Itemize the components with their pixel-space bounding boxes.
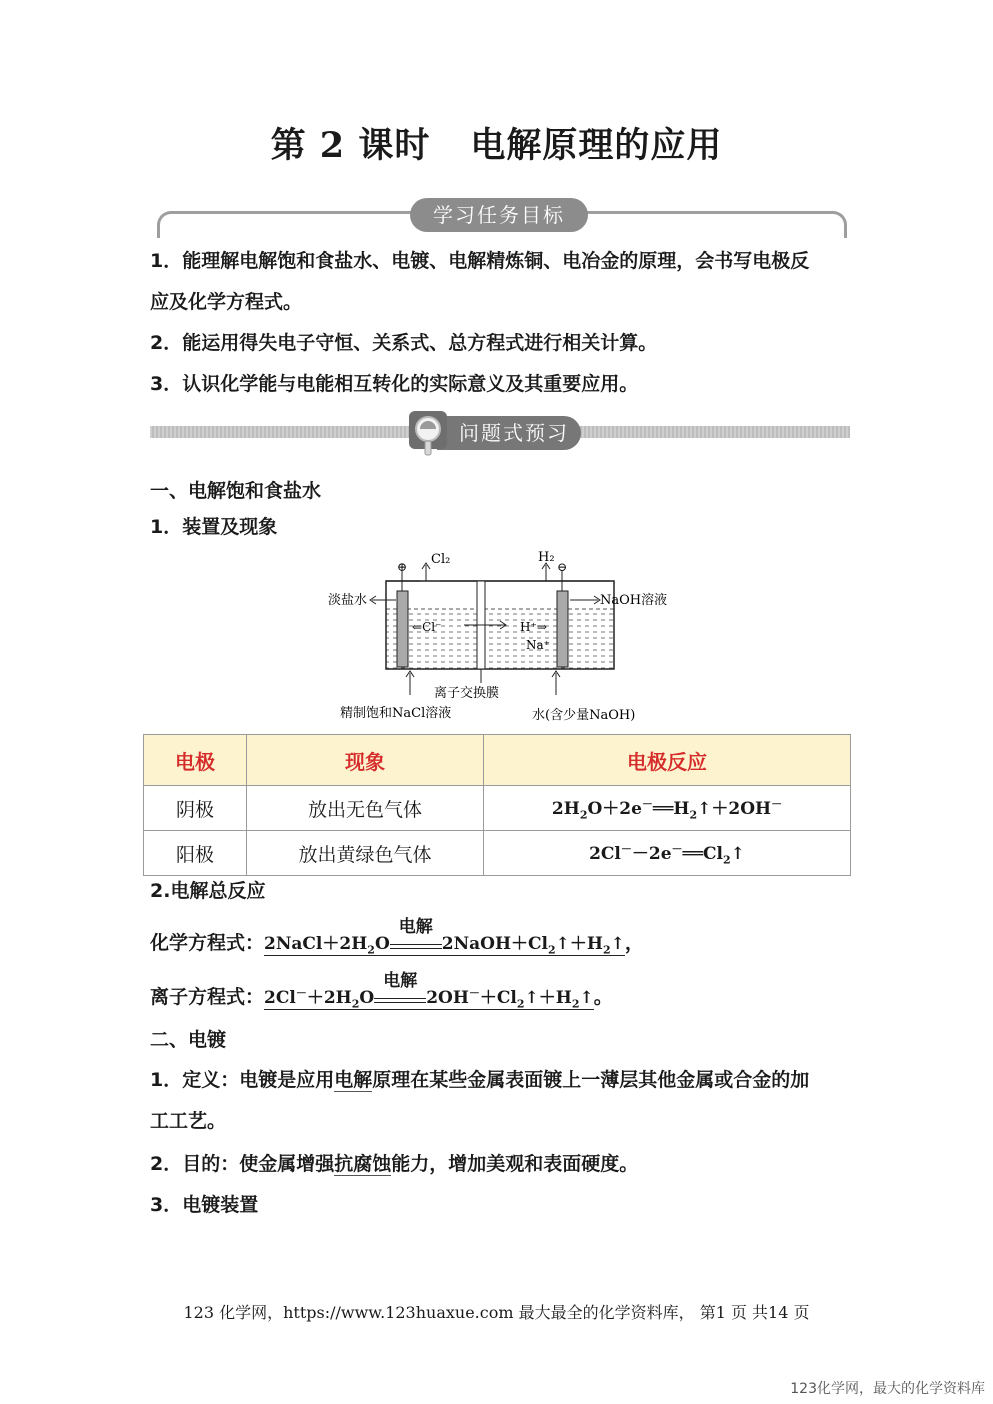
table-row (144, 831, 851, 876)
item-heading: 3．电镀装置 (150, 1194, 259, 1216)
preview-banner: 问题式预习 (437, 416, 581, 450)
hydrogen-ion-label: H⁺⇒ (520, 620, 547, 634)
membrane-label: 离子交换膜 (434, 686, 500, 701)
phenomenon-cell: 放出无色气体 (247, 786, 484, 831)
right-inlet-label: 水(含少量NaOH) (532, 708, 636, 723)
table-header-row (144, 735, 851, 786)
table-row (144, 786, 851, 831)
header-electrode: 电极 (144, 735, 247, 786)
section-heading: 二、电镀 (150, 1029, 227, 1051)
h2-label: H₂ (538, 550, 555, 565)
anode-sign: ⊕ (396, 560, 408, 574)
lesson-number: 第 2 课时 (270, 125, 431, 166)
cathode-electrode (557, 591, 568, 667)
purpose-blank: 抗腐蚀 (334, 1153, 392, 1175)
cathode-sign: ⊖ (556, 560, 568, 574)
electrolysis-cell-diagram (320, 545, 670, 725)
electrode-cell: 阴极 (144, 786, 247, 831)
definition-line-2: 工工艺。 (150, 1110, 227, 1132)
item-heading: 1．装置及现象 (150, 516, 278, 538)
right-outlet-label: NaOH溶液 (600, 593, 668, 608)
purpose-line: 2．目的：使金属增强抗腐蚀能力，增加美观和表面硬度。 (150, 1153, 639, 1175)
chemical-equation-line: 化学方程式：$2NaCl+2H_2O$ 电解 $2NaOH+Cl_2↑+H_2↑$， (150, 917, 644, 957)
page-title (0, 118, 993, 168)
chemical-equation-label: 化学方程式： (150, 932, 265, 954)
cl2-label: Cl₂ (431, 552, 451, 567)
solution-liquid (386, 609, 614, 669)
site-watermark: 123化学网，最大的化学资料库 (790, 1381, 985, 1397)
lesson-topic: 电解原理的应用 (470, 125, 723, 166)
anode-reaction: $2Cl^--2e^-══Cl_2↑$ (484, 831, 851, 876)
section-heading: 一、电解饱和食盐水 (150, 480, 322, 502)
ionic-equation-line: 离子方程式：$2Cl^-+2H_2O$ 电解 $2OH^-+Cl_2↑+H_2↑$。 (150, 971, 613, 1011)
electrolysis-condition: 电解 (390, 936, 442, 949)
definition-line: 1．定义：电镀是应用电解原理在某些金属表面镀上一薄层其他金属或合金的加 (150, 1069, 810, 1091)
definition-blank: 电解 (334, 1069, 373, 1091)
left-outlet-label: 淡盐水 (328, 593, 368, 608)
anode-electrode (397, 591, 408, 667)
objective-line: 1．能理解电解饱和食盐水、电镀、电解精炼铜、电冶金的原理，会书写电极反 (150, 250, 810, 272)
header-phenomenon: 现象 (247, 735, 484, 786)
objective-line: 应及化学方程式。 (150, 291, 303, 313)
objective-line: 2．能运用得失电子守恒、关系式、总方程式进行相关计算。 (150, 332, 658, 354)
electrode-cell: 阳极 (144, 831, 247, 876)
header-reaction: 电极反应 (484, 735, 851, 786)
electrode-table (143, 734, 851, 876)
left-inlet-label: 精制饱和NaCl溶液 (340, 706, 452, 721)
objective-line: 3．认识化学能与电能相互转化的实际意义及其重要应用。 (150, 373, 639, 395)
ionic-equation: $2Cl^-+2H_2O$ 电解 $2OH^-+Cl_2↑+H_2↑$ (264, 971, 594, 1011)
phenomenon-cell: 放出黄绿色气体 (247, 831, 484, 876)
ionic-equation-label: 离子方程式： (150, 986, 265, 1008)
cathode-reaction: $2H_2O+2e^-══H_2↑+2OH^-$ (484, 786, 851, 831)
sodium-ion-label: Na⁺ (526, 638, 550, 652)
objectives-banner: 学习任务目标 (410, 198, 588, 232)
magnifier-icon (408, 410, 448, 456)
page-footer: 123 化学网，https://www.123huaxue.com 最大最全的化学资料库， 第1 页 共14 页 (183, 1303, 810, 1322)
chloride-ion-label: ⇐Cl⁻ (412, 620, 442, 634)
chemical-equation: $2NaCl+2H_2O$ 电解 $2NaOH+Cl_2↑+H_2↑$ (264, 917, 625, 957)
item-heading: 2.电解总反应 (150, 880, 266, 902)
electrolysis-condition: 电解 (374, 990, 426, 1003)
